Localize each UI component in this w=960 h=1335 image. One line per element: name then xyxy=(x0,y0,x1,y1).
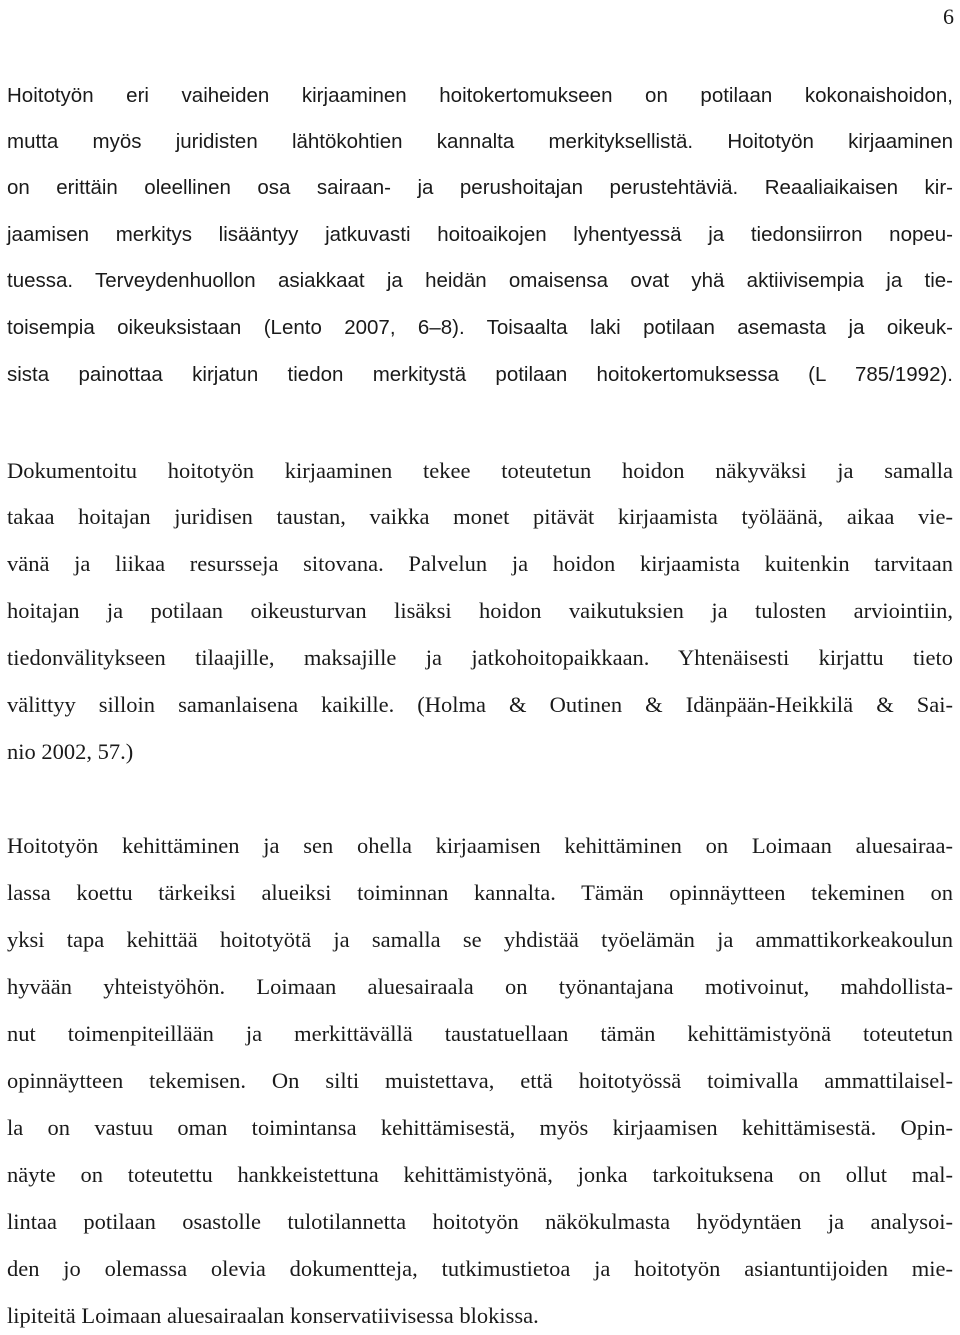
text-line: lassa koettu tärkeiksi alueiksi toiminnan kannalta. Tämän opinnäytteen tekeminen on xyxy=(7,880,953,905)
text-line: opinnäytteen tekemisen. On silti muistettava, että hoitotyössä toimivalla ammattilaisel- xyxy=(7,1068,953,1093)
text-line: den jo olemassa olevia dokumentteja, tutkimustietoa ja hoitotyön asiantuntijoiden mie- xyxy=(7,1256,953,1281)
text-line: nio 2002, 57.) xyxy=(7,739,134,764)
text-line: lipiteitä Loimaan aluesairaalan konservatiivisessa blokissa. xyxy=(7,1303,539,1328)
text-line: näyte on toteutettu hankkeistettuna kehittämistyönä, jonka tarkoituksena on ollut mal- xyxy=(7,1162,953,1187)
text-line: Hoitotyön eri vaiheiden kirjaaminen hoitokertomukseen on potilaan kokonaishoidon, xyxy=(7,84,953,107)
text-line: hoitajan ja potilaan oikeusturvan lisäksi hoidon vaikutuksien ja tulosten arviointiin, xyxy=(7,598,953,623)
text-line: tuessa. Terveydenhuollon asiakkaat ja heidän omaisensa ovat yhä aktiivisempia ja tie- xyxy=(7,269,953,292)
text-line: Hoitotyön kehittäminen ja sen ohella kirjaamisen kehittäminen on Loimaan aluesairaa- xyxy=(7,833,953,858)
text-line: on erittäin oleellinen osa sairaan- ja perushoitajan perustehtäviä. Reaaliaikaisen kir- xyxy=(7,176,953,199)
text-line: hyvään yhteistyöhön. Loimaan aluesairaala on työnantajana motivoinut, mahdollista- xyxy=(7,974,953,999)
text-line: yksi tapa kehittää hoitotyötä ja samalla se yhdistää työelämän ja ammattikorkeakoulun xyxy=(7,927,953,952)
text-line: lintaa potilaan osastolle tulotilannetta hoitotyön näkökulmasta hyödyntäen ja analysoi- xyxy=(7,1209,953,1234)
text-line: mutta myös juridisten lähtökohtien kannalta merkityksellistä. Hoitotyön kirjaaminen xyxy=(7,130,953,153)
text-line: vänä ja liikaa resursseja sitovana. Palvelun ja hoidon kirjaamista kuitenkin tarvitaan xyxy=(7,551,953,576)
text-line: takaa hoitajan juridisen taustan, vaikka monet pitävät kirjaamista työläänä, aikaa vie- xyxy=(7,504,953,529)
text-line: jaamisen merkitys lisääntyy jatkuvasti hoitoaikojen lyhentyessä ja tiedonsiirron nopeu- xyxy=(7,223,953,246)
text-line: Dokumentoitu hoitotyön kirjaaminen tekee toteutetun hoidon näkyväksi ja samalla xyxy=(7,458,953,483)
text-line: la on vastuu oman toimintansa kehittämisestä, myös kirjaamisen kehittämisestä. Opin- xyxy=(7,1115,953,1140)
text-line: tiedonvälitykseen tilaajille, maksajille ja jatkohoitopaikkaan. Yhtenäisesti kirjattu tieto xyxy=(7,645,953,670)
text-line: välittyy silloin samanlaisena kaikille. (Holma & Outinen & Idänpään-Heikkilä & Sai- xyxy=(7,692,953,717)
text-line: nut toimenpiteillään ja merkittävällä taustatuellaan tämän kehittämistyönä toteutetun xyxy=(7,1021,953,1046)
page-number: 6 xyxy=(943,4,954,29)
text-line: sista painottaa kirjatun tiedon merkitystä potilaan hoitokertomuksessa (L 785/1992). xyxy=(7,363,953,386)
text-line: toisempia oikeuksistaan (Lento 2007, 6–8). Toisaalta laki potilaan asemasta ja oikeuk- xyxy=(7,316,953,339)
